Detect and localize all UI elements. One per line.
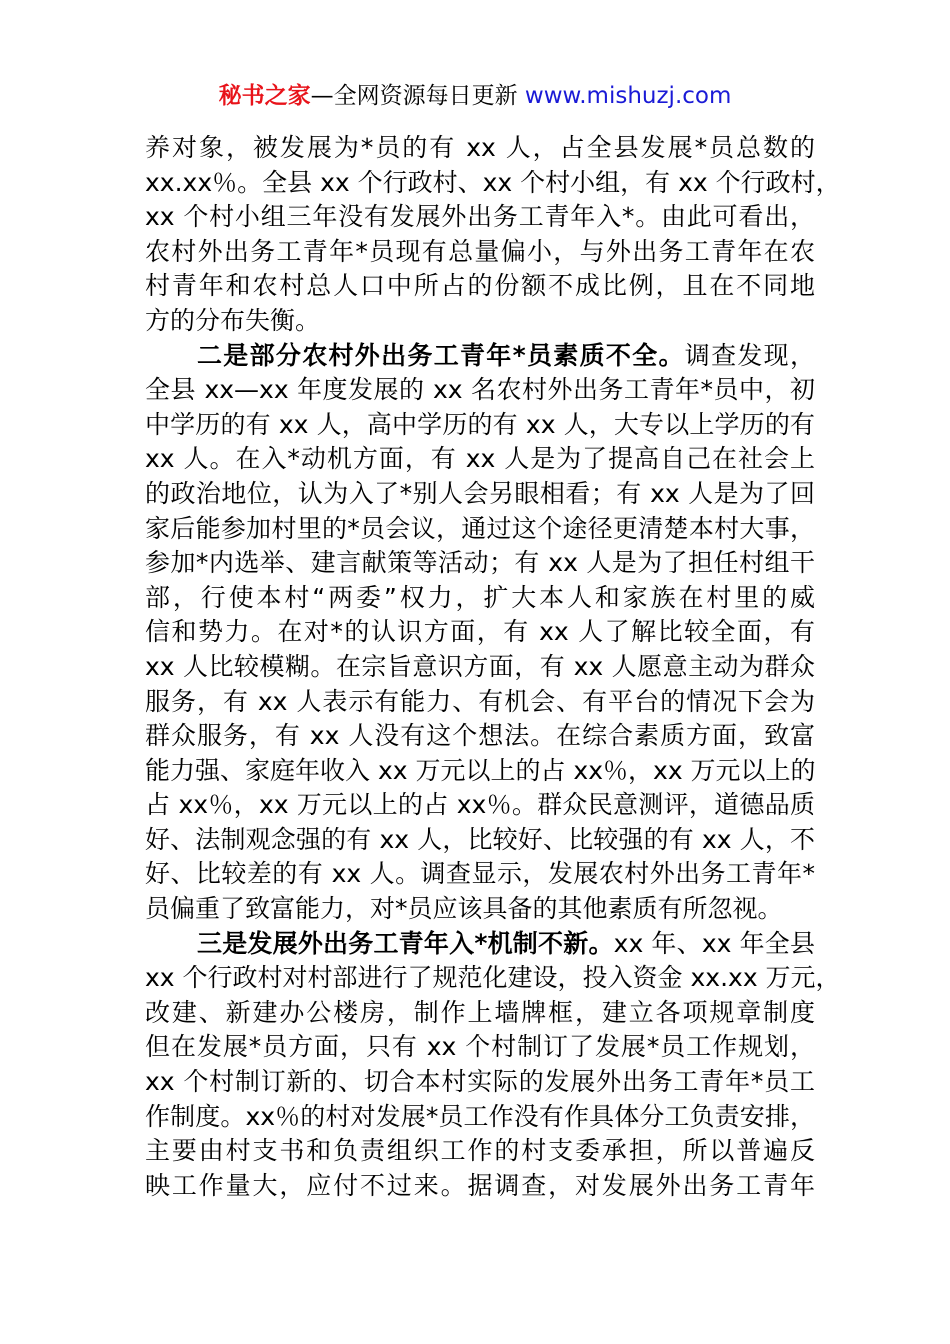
text-line: 好、比较差的有 xx 人。调查显示，发展农村外出务工青年*	[145, 859, 815, 889]
text-line: 家后能参加村里的*员会议，通过这个途径更清楚本村大事，	[145, 513, 815, 543]
section-heading: 二是部分农村外出务工青年*员素质不全。	[197, 340, 685, 370]
text-run: xx 年、xx 年全县	[613, 928, 815, 958]
text-line: 主要由村支书和负责组织工作的村支委承担，所以普遍反	[145, 1136, 815, 1166]
site-url-link[interactable]: www.mishuzj.com	[524, 83, 732, 109]
text-line: 的政治地位，认为入了*别人会另眼相看；有 xx 人是为了回	[145, 478, 815, 508]
text-line: 全县 xx—xx 年度发展的 xx 名农村外出务工青年*员中，初	[145, 375, 815, 405]
text-line: xx.xx％。全县 xx 个行政村、xx 个村小组，有 xx 个行政村，	[145, 167, 841, 197]
site-header	[0, 80, 950, 112]
text-line: xx 人。在入*动机方面，有 xx 人是为了提高自己在社会上	[145, 444, 815, 474]
text-line: 方的分布失衡。	[145, 305, 321, 335]
text-line: xx 人比较模糊。在宗旨意识方面，有 xx 人愿意主动为群众	[145, 651, 815, 681]
text-line: xx 个村制订新的、切合本村实际的发展外出务工青年*员工	[145, 1067, 815, 1097]
text-line: 部，行使本村“两委”权力，扩大本人和家族在村里的威	[145, 582, 815, 612]
text-line: 能力强、家庭年收入 xx 万元以上的占 xx％，xx 万元以上的	[145, 755, 816, 785]
text-line: 占 xx％，xx 万元以上的占 xx％。群众民意测评，道德品质	[145, 790, 815, 820]
text-line: 映工作量大，应付不过来。据调查，对发展外出务工青年	[145, 1170, 815, 1200]
text-line: 改建、新建办公楼房，制作上墙牌框，建立各项规章制度	[145, 997, 815, 1027]
text-line: 但在发展*员方面，只有 xx 个村制订了发展*员工作规划，	[145, 1032, 815, 1062]
text-line: xx 个村小组三年没有发展外出务工青年入*。由此可看出，	[145, 202, 815, 232]
text-line: 参加*内选举、建言献策等活动；有 xx 人是为了担任村组干	[145, 548, 815, 578]
text-line: 中学历的有 xx 人，高中学历的有 xx 人，大专以上学历的有	[145, 409, 815, 439]
text-line: 村青年和农村总人口中所占的份额不成比例，且在不同地	[145, 271, 815, 301]
text-line: 作制度。xx％的村对发展*员工作没有作具体分工负责安排，	[145, 1101, 815, 1131]
text-line	[145, 339, 815, 374]
text-line: 服务，有 xx 人表示有能力、有机会、有平台的情况下会为	[145, 686, 815, 716]
brand-name: 秘书之家	[218, 83, 311, 109]
text-line: 信和势力。在对*的认识方面，有 xx 人了解比较全面，有	[145, 617, 815, 647]
text-run: 调查发现，	[684, 340, 815, 370]
text-line: 养对象，被发展为*员的有 xx 人，占全县发展*员总数的	[145, 133, 815, 162]
text-line	[145, 927, 815, 962]
text-line: xx 个行政村对村部进行了规范化建设，投入资金 xx.xx 万元，	[145, 963, 841, 993]
text-line: 员偏重了致富能力，对*员应该具备的其他素质有所忽视。	[145, 894, 783, 924]
paragraph-3	[145, 927, 841, 1204]
text-line: 好、法制观念强的有 xx 人，比较好、比较强的有 xx 人，不	[145, 824, 815, 854]
header-tagline: —全网资源每日更新	[310, 83, 525, 109]
paragraph-1	[145, 131, 841, 339]
paragraph-2	[145, 339, 815, 927]
text-line: 农村外出务工青年*员现有总量偏小，与外出务工青年在农	[145, 236, 815, 266]
text-line: 群众服务，有 xx 人没有这个想法。在综合素质方面，致富	[145, 721, 815, 751]
document-body	[145, 131, 841, 1203]
section-heading: 三是发展外出务工青年入*机制不新。	[197, 928, 614, 958]
